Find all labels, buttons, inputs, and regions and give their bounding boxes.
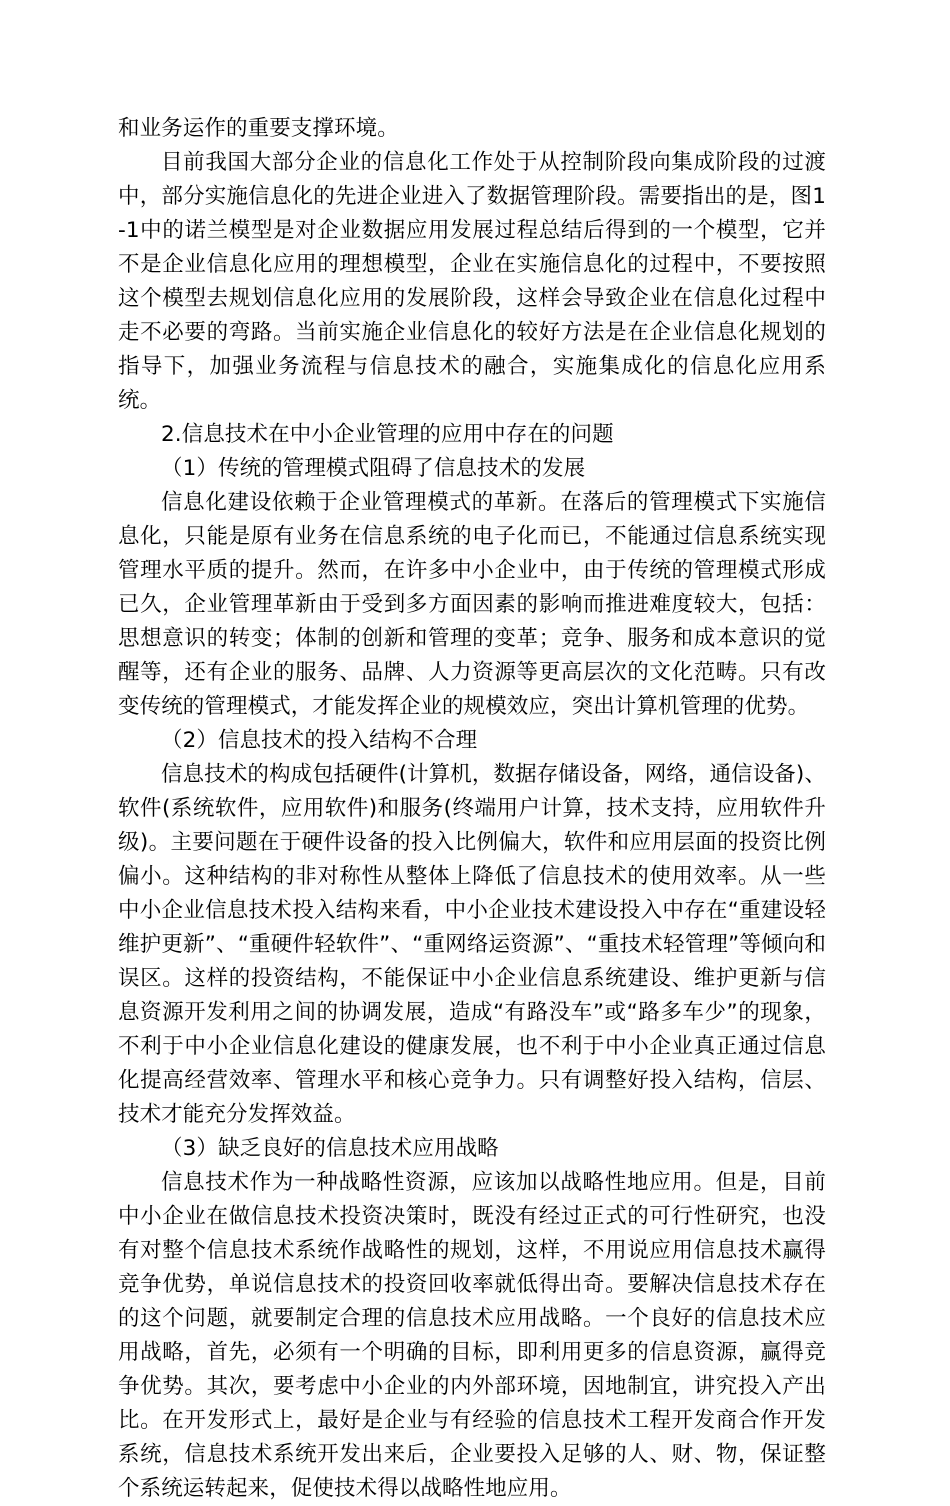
document-body (118, 112, 826, 1506)
paragraph: 和业务运作的重要支撑环境。 (118, 116, 399, 141)
paragraph: 信息技术的构成包括硬件(计算机，数据存储设备，网络，通信设备)、软件(系统软件，应用软件)和服务(终端用户计算，技术支持，应用软件升级)。主要问题在于硬件设备的投入比例偏大，软件和应用层面的投资比例偏小。这种结构的非对称性从整体上降低了信息技术的使用效率。从一些中小企业信息技术投入结构来看，中小企业技术建设投入中存在“重建设轻维护更新”、“重硬件轻软件”、“重网络运资源”、“重技术轻管理”等倾向和误区。这样的投资结构，不能保证中小企业信息系统建设、维护更新与信息资源开发利用之间的协调发展，造成“有路没车”或“路多车少”的现象，不利于中小企业信息化建设的健康发展，也不利于中小企业真正通过信息化提高经营效率、管理水平和核心竞争力。只有调整好投入结构，信层、技术才能充分发挥效益。 (118, 762, 826, 1127)
paragraph: 信息技术作为一种战略性资源，应该加以战略性地应用。但是，目前中小企业在做信息技术投资决策时，既没有经过正式的可行性研究，也没有对整个信息技术系统作战略性的规划，这样，不用说应用信息技术赢得竞争优势，单说信息技术的投资回收率就低得出奇。要解决信息技术存在的这个问题，就要制定合理的信息技术应用战略。一个良好的信息技术应用战略，首先，必须有一个明确的目标，即利用更多的信息资源，赢得竞争优势。其次，要考虑中小企业的内外部环境，因地制宜，讲究投入产出比。在开发形式上，最好是企业与有经验的信息技术工程开发商合作开发系统，信息技术系统开发出来后，企业要投入足够的人、财、物，保证整个系统运转起来，促使技术得以战略性地应用。 (118, 1170, 826, 1501)
paragraph-heading-2-1: （1）传统的管理模式阻碍了信息技术的发展 (161, 456, 586, 481)
paragraph-heading-2: 2.信息技术在中小企业管理的应用中存在的问题 (161, 422, 614, 447)
paragraph-heading-2-3: （3）缺乏良好的信息技术应用战略 (161, 1136, 499, 1161)
paragraph: 信息化建设依赖于企业管理模式的革新。在落后的管理模式下实施信息化，只能是原有业务在信息系统的电子化而已，不能通过信息系统实现管理水平质的提升。然而，在许多中小企业中，由于传统的管理模式形成已久，企业管理革新由于受到多方面因素的影响而推进难度较大，包括：思想意识的转变；体制的创新和管理的变革；竞争、服务和成本意识的觉醒等，还有企业的服务、品牌、人力资源等更高层次的文化范畴。只有改变传统的管理模式，才能发挥企业的规模效应，突出计算机管理的优势。 (118, 490, 826, 719)
paragraph-heading-2-2: （2）信息技术的投入结构不合理 (161, 728, 478, 753)
paragraph: 目前我国大部分企业的信息化工作处于从控制阶段向集成阶段的过渡中，部分实施信息化的先进企业进入了数据管理阶段。需要指出的是，图1-1中的诺兰模型是对企业数据应用发展过程总结后得到的一个模型，它并不是企业信息化应用的理想模型，企业在实施信息化的过程中，不要按照这个模型去规划信息化应用的发展阶段，这样会导致企业在信息化过程中走不必要的弯路。当前实施企业信息化的较好方法是在企业信息化规划的指导下，加强业务流程与信息技术的融合，实施集成化的信息化应用系统。 (118, 150, 826, 413)
